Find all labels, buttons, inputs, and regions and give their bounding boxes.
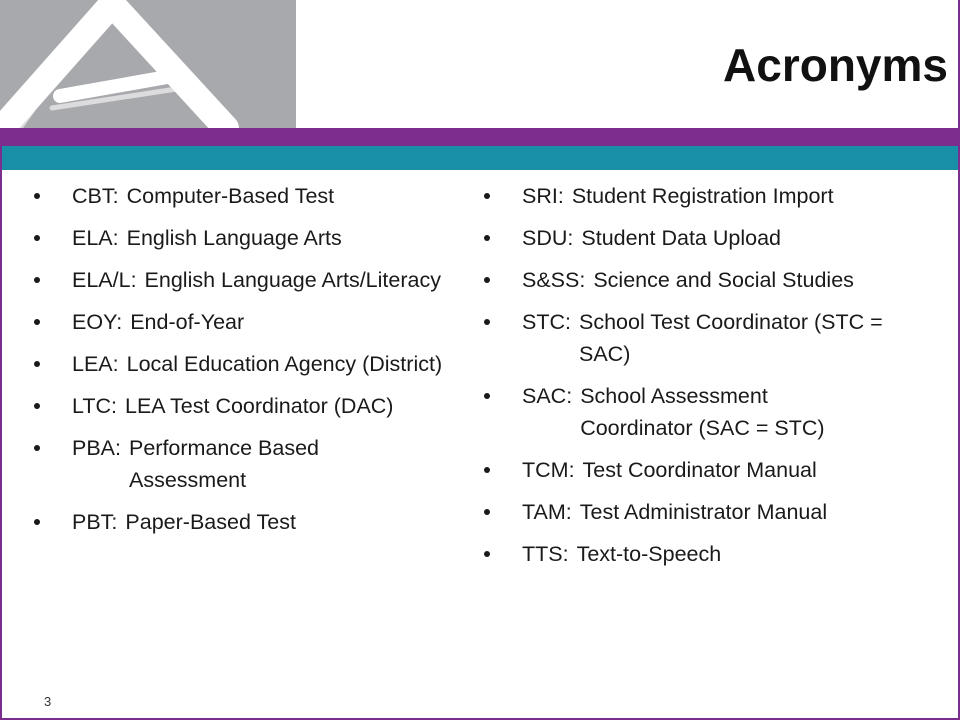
bullet-icon bbox=[484, 467, 490, 473]
acronym-definition: Student Registration Import bbox=[571, 184, 834, 208]
page-number: 3 bbox=[44, 694, 52, 709]
acronym-abbr: SAC: bbox=[522, 384, 573, 408]
bullet-icon bbox=[34, 403, 40, 409]
acronym-abbr: CBT: bbox=[72, 184, 119, 208]
acronym-abbr: TCM: bbox=[522, 458, 575, 482]
acronym-abbr: PBT: bbox=[72, 510, 118, 534]
bullet-icon bbox=[34, 519, 40, 525]
header-bar-teal bbox=[0, 146, 960, 170]
page-title: Acronyms bbox=[723, 39, 948, 91]
list-item bbox=[34, 506, 464, 538]
acronym-abbr: S&SS: bbox=[522, 268, 586, 292]
list-item bbox=[484, 306, 954, 370]
bullet-icon bbox=[484, 235, 490, 241]
acronym-definition: Science and Social Studies bbox=[593, 268, 854, 292]
acronym-list-right bbox=[484, 180, 954, 580]
bullet-icon bbox=[34, 193, 40, 199]
header-bar-purple bbox=[0, 128, 960, 146]
bullet-icon bbox=[484, 319, 490, 325]
acronym-abbr: SRI: bbox=[522, 184, 564, 208]
acronym-list-left bbox=[34, 180, 464, 548]
acronym-definition: End-of-Year bbox=[130, 310, 245, 334]
acronym-abbr: LTC: bbox=[72, 394, 117, 418]
acronym-abbr: STC: bbox=[522, 310, 571, 334]
acronym-abbr: PBA: bbox=[72, 436, 121, 460]
list-item bbox=[484, 454, 954, 486]
list-item bbox=[34, 432, 464, 496]
list-item bbox=[34, 264, 464, 296]
bullet-icon bbox=[484, 509, 490, 515]
bullet-icon bbox=[34, 235, 40, 241]
acronym-definition: Local Education Agency (District) bbox=[126, 352, 443, 376]
list-item bbox=[34, 306, 464, 338]
acronym-abbr: ELA: bbox=[72, 226, 119, 250]
list-item bbox=[34, 180, 464, 212]
bullet-icon bbox=[34, 361, 40, 367]
acronym-definition: Performance Based Assessment bbox=[129, 436, 320, 492]
acronym-definition: Text-to-Speech bbox=[576, 542, 722, 566]
acronym-abbr: LEA: bbox=[72, 352, 119, 376]
bullet-icon bbox=[484, 277, 490, 283]
bullet-icon bbox=[484, 393, 490, 399]
bullet-icon bbox=[34, 277, 40, 283]
bullet-icon bbox=[34, 445, 40, 451]
acronym-definition: English Language Arts bbox=[126, 226, 342, 250]
acronym-definition: Paper-Based Test bbox=[125, 510, 296, 534]
acronym-definition: LEA Test Coordinator (DAC) bbox=[125, 394, 394, 418]
acronym-abbr: TAM: bbox=[522, 500, 572, 524]
list-item bbox=[34, 348, 464, 380]
list-item bbox=[484, 538, 954, 570]
acronym-definition: Student Data Upload bbox=[581, 226, 781, 250]
bullet-icon bbox=[484, 551, 490, 557]
logo bbox=[0, 0, 296, 128]
frame-border-left bbox=[0, 128, 2, 720]
acronym-definition: Test Administrator Manual bbox=[579, 500, 828, 524]
list-item bbox=[34, 390, 464, 422]
acronym-definition: School Test Coordinator (STC = SAC) bbox=[578, 310, 883, 366]
stylized-letter-a-logo-icon bbox=[0, 0, 296, 128]
acronym-abbr: ELA/L: bbox=[72, 268, 137, 292]
acronym-definition: Test Coordinator Manual bbox=[582, 458, 817, 482]
acronym-definition: English Language Arts/Literacy bbox=[144, 268, 441, 292]
list-item bbox=[484, 496, 954, 528]
bullet-icon bbox=[34, 319, 40, 325]
acronym-abbr: SDU: bbox=[522, 226, 574, 250]
list-item bbox=[484, 222, 954, 254]
acronym-abbr: TTS: bbox=[522, 542, 569, 566]
acronym-abbr: EOY: bbox=[72, 310, 123, 334]
acronym-definition: School Assessment Coordinator (SAC = STC) bbox=[580, 384, 825, 440]
list-item bbox=[484, 264, 954, 296]
list-item bbox=[34, 222, 464, 254]
acronym-definition: Computer-Based Test bbox=[126, 184, 335, 208]
bullet-icon bbox=[484, 193, 490, 199]
list-item bbox=[484, 180, 954, 212]
list-item bbox=[484, 380, 954, 444]
